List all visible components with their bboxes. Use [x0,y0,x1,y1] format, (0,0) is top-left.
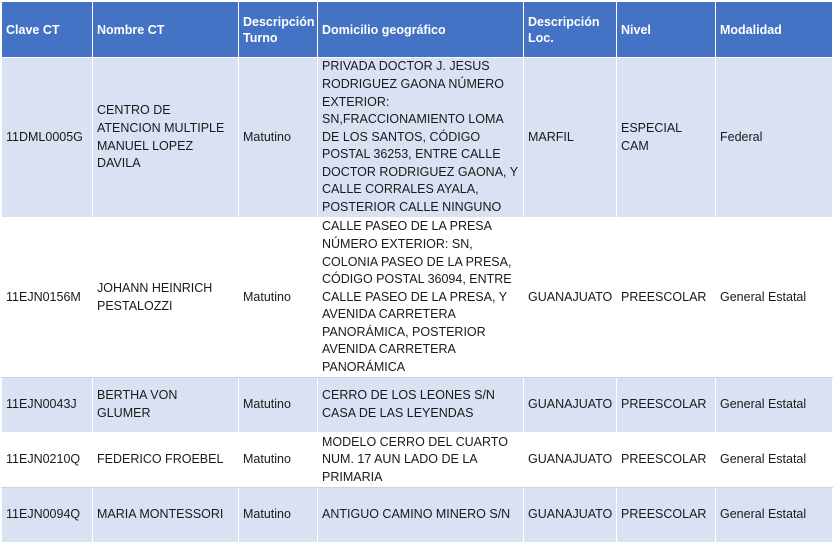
cell-modalidad: Federal [716,58,833,218]
table-row [2,433,833,488]
cell-turno: Matutino [239,433,318,488]
cell-localidad: MARFIL [524,58,617,218]
cell-nivel: PREESCOLAR [617,433,716,488]
cell-domicilio: PRIVADA DOCTOR J. JESUS RODRIGUEZ GAONA NÚMERO EXTERIOR: SN,FRACCIONAMIENTO LOMA DE LOS SANTOS, CÓDIGO POSTAL 36253, ENTRE CALLE DOCTOR RODRIGUEZ GAONA, Y CALLE CORRALES AYALA, POSTERIOR CALLE NINGUNO [318,58,524,218]
table-row [2,488,833,543]
schools-table [1,1,833,543]
cell-modalidad: General Estatal [716,218,833,378]
table-row [2,218,833,378]
cell-nombre-ct: FEDERICO FROEBEL [93,433,239,488]
cell-modalidad: General Estatal [716,378,833,433]
cell-turno: Matutino [239,58,318,218]
cell-domicilio: CERRO DE LOS LEONES S/N CASA DE LAS LEYENDAS [318,378,524,433]
cell-turno: Matutino [239,378,318,433]
cell-nivel: PREESCOLAR [617,378,716,433]
cell-turno: Matutino [239,218,318,378]
cell-turno: Matutino [239,488,318,543]
header-nivel: Nivel [617,2,716,58]
cell-modalidad: General Estatal [716,488,833,543]
cell-domicilio: MODELO CERRO DEL CUARTO NUM. 17 AUN LADO DE LA PRIMARIA [318,433,524,488]
header-nombre-ct: Nombre CT [93,2,239,58]
table-row [2,378,833,433]
header-descripcion-turno: Descripción Turno [239,2,318,58]
cell-nivel: PREESCOLAR [617,218,716,378]
cell-nombre-ct: CENTRO DE ATENCION MULTIPLE MANUEL LOPEZ DAVILA [93,58,239,218]
table-row [2,58,833,218]
header-clave-ct: Clave CT [2,2,93,58]
cell-nivel: PREESCOLAR [617,488,716,543]
cell-clave-ct: 11EJN0043J [2,378,93,433]
cell-clave-ct: 11EJN0156M [2,218,93,378]
cell-domicilio: ANTIGUO CAMINO MINERO S/N [318,488,524,543]
cell-clave-ct: 11EJN0094Q [2,488,93,543]
cell-clave-ct: 11EJN0210Q [2,433,93,488]
header-domicilio: Domicilio geográfico [318,2,524,58]
cell-nombre-ct: BERTHA VON GLUMER [93,378,239,433]
header-descripcion-loc: Descripción Loc. [524,2,617,58]
cell-clave-ct: 11DML0005G [2,58,93,218]
cell-localidad: GUANAJUATO [524,433,617,488]
cell-localidad: GUANAJUATO [524,378,617,433]
header-modalidad: Modalidad [716,2,833,58]
cell-nivel: ESPECIAL CAM [617,58,716,218]
cell-nombre-ct: JOHANN HEINRICH PESTALOZZI [93,218,239,378]
cell-nombre-ct: MARIA MONTESSORI [93,488,239,543]
table-header-row [2,2,833,58]
cell-domicilio: CALLE PASEO DE LA PRESA NÚMERO EXTERIOR: SN, COLONIA PASEO DE LA PRESA, CÓDIGO POSTAL 36094, ENTRE CALLE PASEO DE LA PRESA, Y AVENIDA CARRETERA PANORÁMICA, POSTERIOR AVENIDA CARRETERA PANORÁMICA [318,218,524,378]
cell-localidad: GUANAJUATO [524,488,617,543]
cell-localidad: GUANAJUATO [524,218,617,378]
cell-modalidad: General Estatal [716,433,833,488]
